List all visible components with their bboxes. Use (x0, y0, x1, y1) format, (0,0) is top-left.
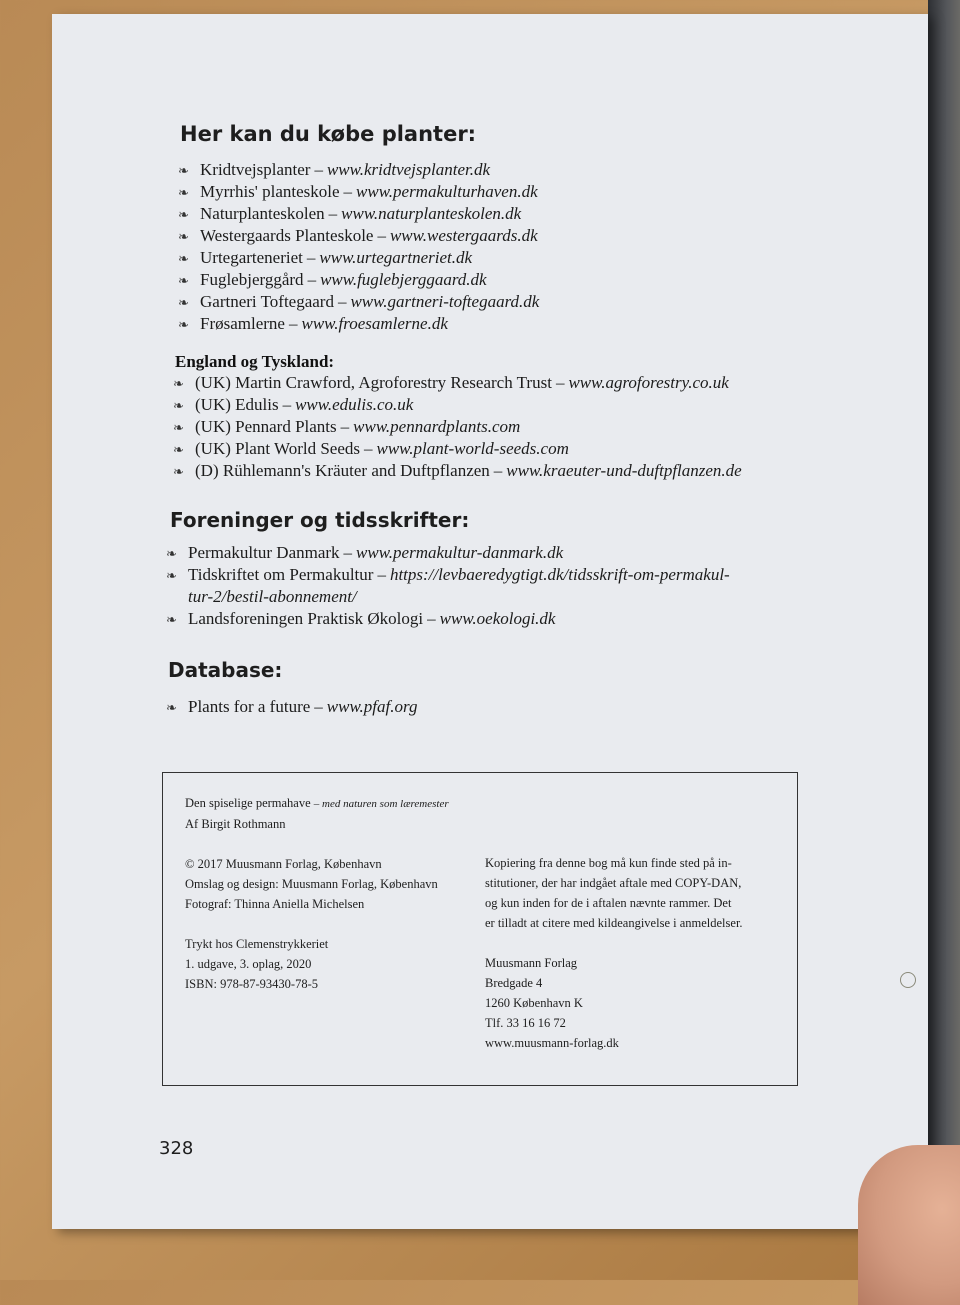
list-database (166, 696, 417, 718)
list-item: ❧ (UK) Edulis – www.edulis.co.uk (173, 394, 742, 416)
list-item: ❧ Permakultur Danmark – www.permakultur-danmark.dk (166, 542, 730, 564)
list-item: ❧ Gartneri Toftegaard – www.gartneri-toftegaard.dk (178, 291, 539, 313)
publisher-line: Muusmann Forlag (485, 956, 578, 970)
copyright: © 2017 Muusmann Forlag, København (185, 857, 382, 871)
list-item: ❧ Naturplanteskolen – www.naturplanteskolen.dk (178, 203, 539, 225)
section-heading-buy-plants: Her kan du købe planter: (180, 122, 477, 146)
copying-notice-line: stitutioner, der har indgået aftale med COPY-DAN, (485, 876, 742, 890)
list-item: ❧ Frøsamlerne – www.froesamlerne.dk (178, 313, 539, 335)
fleuron-bullet-icon: ❧ (173, 398, 184, 413)
fleuron-bullet-icon: ❧ (173, 442, 184, 457)
photographer: Fotograf: Thinna Aniella Michelsen (185, 897, 365, 911)
fleuron-bullet-icon: ❧ (166, 546, 177, 561)
fleuron-bullet-icon: ❧ (166, 700, 177, 715)
website-link[interactable]: www.naturplanteskolen.dk (341, 204, 522, 223)
website-link[interactable]: www.edulis.co.uk (295, 395, 414, 414)
fleuron-bullet-icon: ❧ (166, 568, 177, 583)
fleuron-bullet-icon: ❧ (178, 317, 189, 332)
copying-notice-line: og kun inden for de i aftalen nævnte rammer. Det (485, 896, 732, 910)
fleuron-bullet-icon: ❧ (178, 295, 189, 310)
copying-notice-line: Kopiering fra denne bog må kun finde sted på in- (485, 856, 732, 870)
book-page (52, 14, 928, 1229)
list-item: ❧ Westergaards Planteskole – www.westergaards.dk (178, 225, 539, 247)
website-link[interactable]: www.westergaards.dk (389, 226, 538, 245)
list-associations (166, 542, 730, 630)
website-link[interactable]: www.plant-world-seeds.com (376, 439, 569, 458)
website-link[interactable]: www.pfaf.org (326, 697, 418, 716)
list-item: ❧ Fuglebjerggård – www.fuglebjerggaard.dk (178, 269, 539, 291)
edition: 1. udgave, 3. oplag, 2020 (185, 957, 312, 971)
section-heading-database: Database: (168, 658, 283, 682)
website-link[interactable]: www.permakulturhaven.dk (356, 182, 538, 201)
website-link-continuation[interactable]: tur-2/bestil-abonnement/ (188, 587, 357, 606)
fleuron-bullet-icon: ❧ (166, 612, 177, 627)
list-item: ❧ Landsforeningen Praktisk Økologi – www.oekologi.dk (166, 608, 730, 630)
isbn: ISBN: 978-87-93430-78-5 (185, 977, 318, 991)
printer: Trykt hos Clemenstrykkeriet (185, 937, 329, 951)
website-link[interactable]: www.permakultur-danmark.dk (356, 543, 564, 562)
list-item: ❧ Plants for a future – www.pfaf.org (166, 696, 417, 718)
book-title-line: Den spiselige permahave – med naturen som læremester (185, 796, 449, 810)
author: Af Birgit Rothmann (185, 817, 286, 831)
website-link[interactable]: www.urtegartneriet.dk (319, 248, 473, 267)
section-heading-england: England og Tyskland: (175, 352, 335, 371)
list-item: ❧ Kridtvejsplanter – www.kridtvejsplanter.dk (178, 159, 539, 181)
website-link[interactable]: www.kridtvejsplanter.dk (326, 160, 491, 179)
list-item: ❧ (D) Rühlemann's Kräuter and Duftpflanzen – www.kraeuter-und-duftpflanzen.de (173, 460, 742, 482)
thumb (858, 1145, 960, 1305)
fleuron-bullet-icon: ❧ (178, 163, 189, 178)
website-link[interactable]: www.kraeuter-und-duftpflanzen.de (506, 461, 742, 480)
pen-mark-icon (900, 972, 916, 988)
section-heading-associations: Foreninger og tidsskrifter: (170, 508, 470, 532)
list-item: ❧ (UK) Plant World Seeds – www.plant-world-seeds.com (173, 438, 742, 460)
list-england (173, 372, 742, 482)
page-edge (928, 0, 960, 1170)
list-item-continuation (166, 586, 730, 608)
list-item: ❧ Myrrhis' planteskole – www.permakulturhaven.dk (178, 181, 539, 203)
publisher-line: 1260 København K (485, 996, 583, 1010)
fleuron-bullet-icon: ❧ (178, 273, 189, 288)
website-link[interactable]: https://levbaeredygtigt.dk/tidsskrift-om-permakul- (389, 565, 730, 584)
fleuron-bullet-icon: ❧ (178, 207, 189, 222)
list-item: ❧ (UK) Martin Crawford, Agroforestry Research Trust – www.agroforestry.co.uk (173, 372, 742, 394)
fleuron-bullet-icon: ❧ (173, 420, 184, 435)
website-link[interactable]: www.pennardplants.com (353, 417, 521, 436)
website-link[interactable]: www.froesamlerne.dk (301, 314, 448, 333)
list-item: ❧ (UK) Pennard Plants – www.pennardplants.com (173, 416, 742, 438)
website-link[interactable]: www.agroforestry.co.uk (568, 373, 729, 392)
colophon-right-column (485, 853, 790, 1053)
list-item: ❧ Urtegarteneriet – www.urtegartneriet.dk (178, 247, 539, 269)
publisher-website[interactable]: www.muusmann-forlag.dk (485, 1036, 619, 1050)
publisher-line: Bredgade 4 (485, 976, 543, 990)
fleuron-bullet-icon: ❧ (173, 464, 184, 479)
website-link[interactable]: www.fuglebjerggaard.dk (320, 270, 487, 289)
copying-notice-line: er tilladt at citere med kildeangivelse i anmeldelser. (485, 916, 743, 930)
cover-design: Omslag og design: Muusmann Forlag, København (185, 877, 438, 891)
publisher-line: Tlf. 33 16 16 72 (485, 1016, 566, 1030)
page-number: 328 (159, 1138, 194, 1159)
list-buy-plants (178, 159, 539, 335)
fleuron-bullet-icon: ❧ (173, 376, 184, 391)
website-link[interactable]: www.oekologi.dk (439, 609, 556, 628)
fleuron-bullet-icon: ❧ (178, 229, 189, 244)
colophon-box (162, 772, 798, 1086)
list-item: ❧ Tidskriftet om Permakultur – https://levbaeredygtigt.dk/tidsskrift-om-permakul- (166, 564, 730, 586)
fleuron-bullet-icon: ❧ (178, 185, 189, 200)
fleuron-bullet-icon: ❧ (178, 251, 189, 266)
colophon-left-column (185, 793, 485, 994)
website-link[interactable]: www.gartneri-toftegaard.dk (350, 292, 540, 311)
